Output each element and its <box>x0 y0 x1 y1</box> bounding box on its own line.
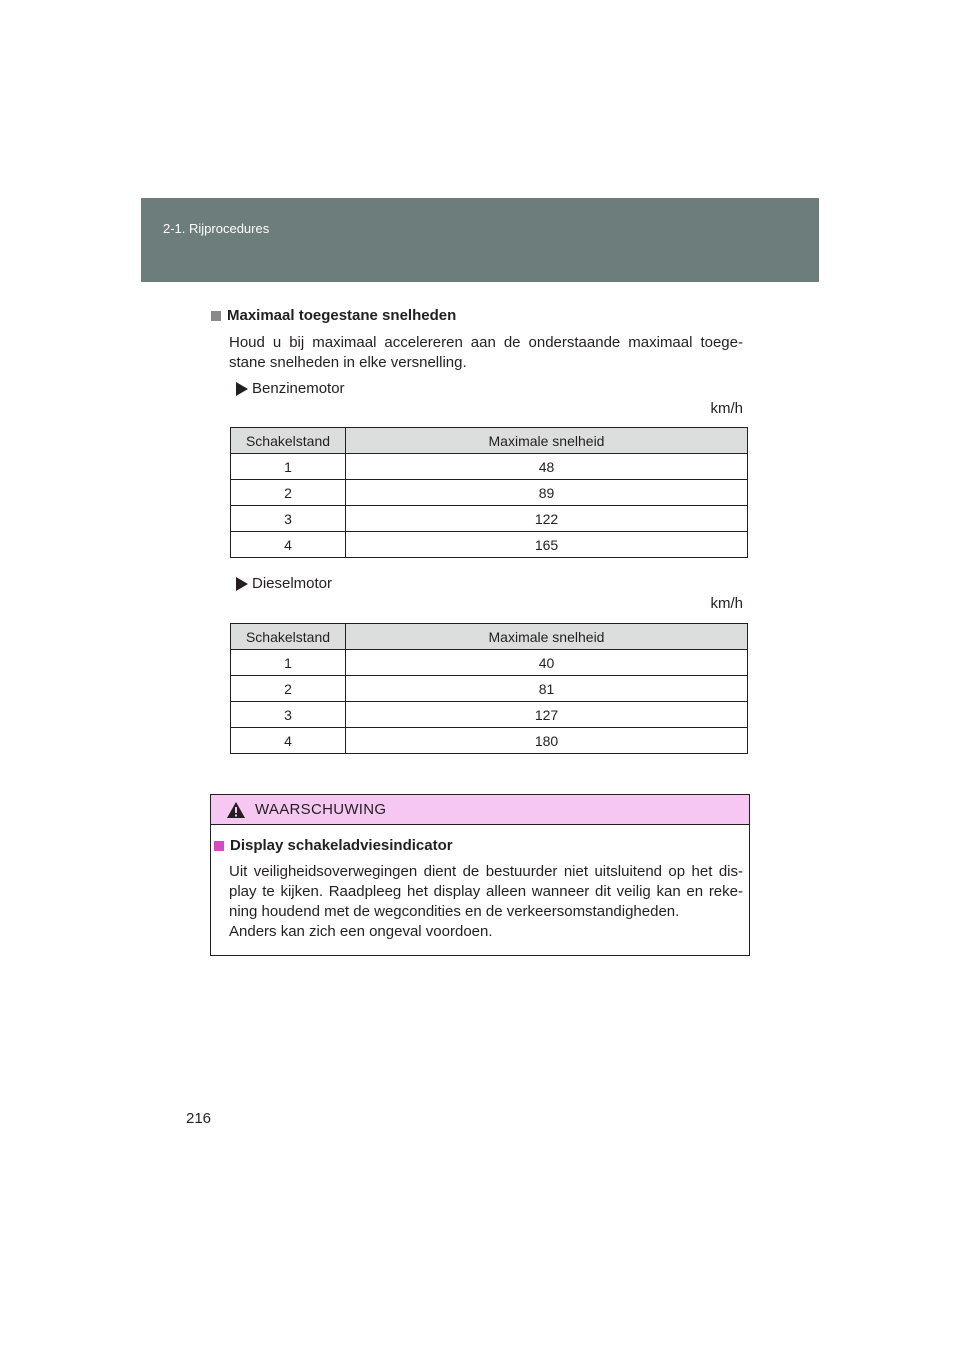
table-row <box>231 650 748 676</box>
table-header-row <box>231 624 748 650</box>
petrol-speed-table <box>230 427 748 558</box>
diesel-speed-table <box>230 623 748 754</box>
column-header-max-speed: Maximale snelheid <box>346 624 748 650</box>
warning-triangle-icon <box>226 801 246 819</box>
table-row <box>231 454 748 480</box>
gear-cell: 2 <box>231 480 346 506</box>
table-row <box>231 532 748 558</box>
speed-cell: 40 <box>346 650 748 676</box>
column-header-max-speed: Maximale snelheid <box>346 428 748 454</box>
gear-cell: 3 <box>231 702 346 728</box>
column-header-gear: Schakelstand <box>231 428 346 454</box>
table-row <box>231 676 748 702</box>
gear-cell: 1 <box>231 454 346 480</box>
page-number: 216 <box>186 1110 212 1127</box>
heading-text: Maximaal toegestane snelheden <box>227 307 457 324</box>
triangle-bullet-icon <box>236 577 248 591</box>
speed-cell: 180 <box>346 728 748 754</box>
petrol-engine-text: Benzinemotor <box>252 380 345 397</box>
section-title: 2-1. Rijprocedures <box>163 221 270 236</box>
square-bullet-icon <box>214 841 224 851</box>
diesel-engine-label <box>236 575 332 592</box>
speed-cell: 165 <box>346 532 748 558</box>
petrol-unit: km/h <box>710 400 743 417</box>
speed-cell: 48 <box>346 454 748 480</box>
warning-paragraph: Anders kan zich een ongeval voordoen. <box>229 923 493 940</box>
warning-subheading-text: Display schakeladviesindicator <box>230 837 453 854</box>
table-row <box>231 728 748 754</box>
section-heading <box>211 307 456 324</box>
gear-cell: 4 <box>231 532 346 558</box>
warning-text <box>229 862 743 942</box>
petrol-engine-label <box>236 380 345 397</box>
speed-cell: 122 <box>346 506 748 532</box>
diesel-unit: km/h <box>710 595 743 612</box>
table-row <box>231 506 748 532</box>
gear-cell: 1 <box>231 650 346 676</box>
table-row <box>231 702 748 728</box>
speed-cell: 81 <box>346 676 748 702</box>
table-header-row <box>231 428 748 454</box>
section-header-band <box>141 198 819 282</box>
warning-header <box>211 795 749 825</box>
gear-cell: 2 <box>231 676 346 702</box>
gear-cell: 3 <box>231 506 346 532</box>
warning-paragraph: Uit veiligheidsoverwegingen dient de bestuurder niet uitsluitend op het dis-play te kijken. Raadpleeg het display alleen wanneer dit veilig kan en reke-ning houdend met de wegcondities en de verkeersomstandigheden. <box>229 863 743 920</box>
square-bullet-icon <box>211 311 221 321</box>
diesel-engine-text: Dieselmotor <box>252 575 333 592</box>
triangle-bullet-icon <box>236 382 248 396</box>
table-row <box>231 480 748 506</box>
warning-subheading <box>214 837 453 854</box>
gear-cell: 4 <box>231 728 346 754</box>
speed-cell: 89 <box>346 480 748 506</box>
warning-box <box>210 794 750 956</box>
warning-title: WAARSCHUWING <box>255 801 387 818</box>
intro-paragraph: Houd u bij maximaal accelereren aan de onderstaande maximaal toege-stane snelheden in elke versnelling. <box>229 334 743 371</box>
speed-cell: 127 <box>346 702 748 728</box>
column-header-gear: Schakelstand <box>231 624 346 650</box>
